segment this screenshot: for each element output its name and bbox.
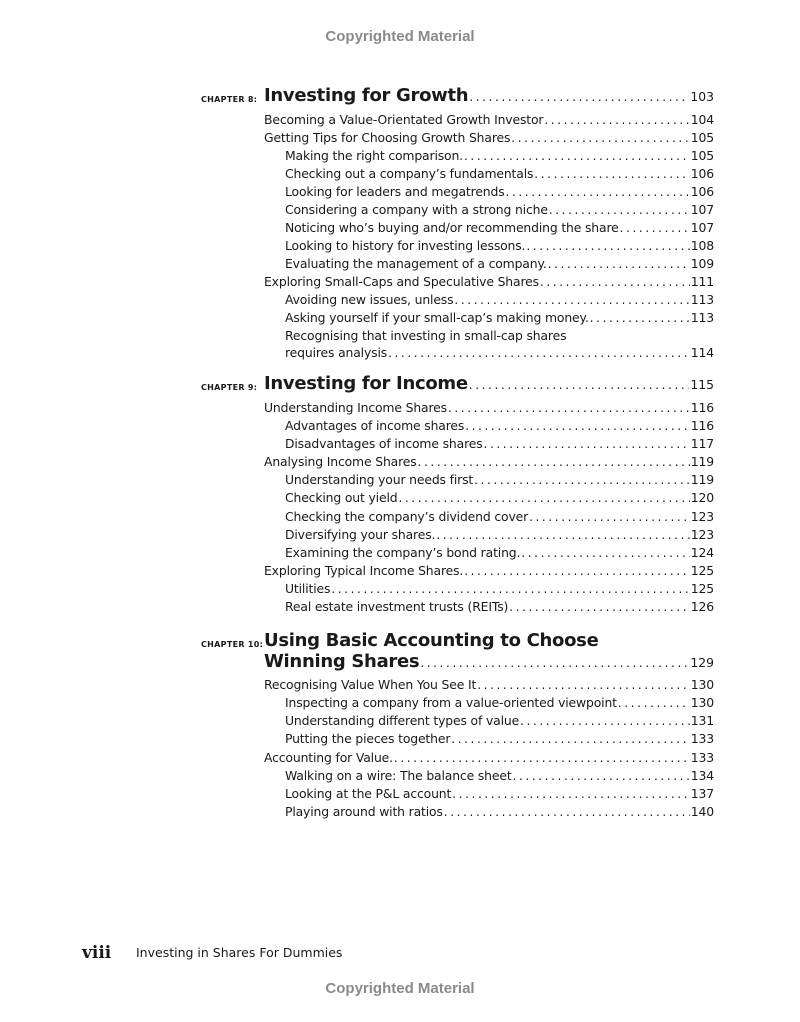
toc-entry[interactable]	[285, 768, 714, 783]
leader-dots	[529, 510, 690, 524]
entry-text: Exploring Typical Income Shares.	[264, 563, 464, 578]
leader-dots	[477, 678, 690, 692]
toc-entry[interactable]	[285, 202, 714, 217]
entry-text: Putting the pieces together	[285, 731, 451, 746]
toc-entry[interactable]	[285, 184, 714, 199]
leader-dots	[509, 600, 690, 614]
leader-dots	[590, 311, 690, 325]
entry-text: Making the right comparison.	[285, 148, 463, 163]
entry-text: requires analysis	[285, 345, 388, 360]
toc-entry[interactable]	[285, 731, 714, 746]
entry-text: Understanding Income Shares	[264, 400, 447, 415]
entry-text: Inspecting a company from a value-oriented viewpoint	[285, 695, 617, 710]
page-number: 106	[690, 184, 714, 199]
page-number: 116	[690, 400, 714, 415]
leader-dots	[388, 346, 690, 360]
entry-text: Noticing who’s buying and/or recommending the share	[285, 220, 619, 235]
toc-entry-line1[interactable]	[285, 328, 714, 343]
page-number: 137	[690, 786, 714, 801]
toc-entry[interactable]	[264, 130, 714, 145]
entry-text: Avoiding new issues, unless	[285, 292, 454, 307]
leader-dots	[511, 131, 690, 145]
footer-page-number: viii	[82, 943, 112, 963]
leader-dots	[618, 696, 690, 710]
page-number: 130	[690, 695, 714, 710]
entry-text: Asking yourself if your small-cap’s making money.	[285, 310, 589, 325]
footer-book-title: Investing in Shares For Dummies	[136, 945, 343, 960]
leader-dots	[544, 113, 689, 127]
toc-entry[interactable]	[285, 527, 714, 542]
page-number: 131	[690, 713, 714, 728]
copyright-watermark-bottom: Copyrighted Material	[325, 980, 475, 997]
leader-dots	[521, 546, 690, 560]
leader-dots	[474, 473, 690, 487]
page-number: 107	[690, 202, 714, 217]
toc-entry[interactable]	[285, 599, 714, 614]
page-number: 133	[690, 750, 714, 765]
page-number: 108	[690, 238, 714, 253]
toc-entry[interactable]	[285, 220, 714, 235]
entry-text: Utilities	[285, 581, 331, 596]
toc-entry-line2[interactable]	[285, 345, 714, 360]
toc-entry[interactable]	[285, 256, 714, 271]
toc-entry[interactable]	[285, 786, 714, 801]
entry-text: Disadvantages of income shares	[285, 436, 483, 451]
chapter-label: CHAPTER 8:	[201, 95, 258, 104]
page-number: 119	[690, 454, 714, 469]
toc-entry[interactable]	[285, 238, 714, 253]
entry-text: Recognising Value When You See It	[264, 677, 477, 692]
page-number: 111	[690, 274, 714, 289]
entry-text: Real estate investment trusts (REITs)	[285, 599, 509, 614]
chapter-title: Investing for Income	[264, 373, 468, 394]
page-number: 113	[690, 292, 714, 307]
chapter-title: Investing for Growth	[264, 85, 469, 106]
page-number: 103	[690, 89, 714, 104]
page-number: 140	[690, 804, 714, 819]
leader-dots	[452, 787, 690, 801]
toc-entry[interactable]	[285, 418, 714, 433]
entry-text: Walking on a wire: The balance sheet	[285, 768, 512, 783]
entry-text: Understanding your needs first	[285, 472, 474, 487]
leader-dots	[420, 656, 689, 670]
toc-entry[interactable]	[264, 112, 714, 127]
toc-entry[interactable]	[285, 472, 714, 487]
toc-entry[interactable]	[285, 166, 714, 181]
page-number: 129	[690, 655, 714, 670]
toc-entry[interactable]	[285, 490, 714, 505]
page-number: 134	[690, 768, 714, 783]
toc-entry[interactable]	[264, 400, 714, 415]
leader-dots	[394, 751, 690, 765]
chapter-title-row[interactable]	[264, 85, 714, 106]
leader-dots	[484, 437, 690, 451]
leader-dots	[520, 714, 690, 728]
page-number: 125	[690, 563, 714, 578]
toc-entry[interactable]	[264, 563, 714, 578]
entry-text: Accounting for Value.	[264, 750, 393, 765]
leader-dots	[464, 564, 690, 578]
page-number: 125	[690, 581, 714, 596]
toc-entry[interactable]	[285, 148, 714, 163]
entry-text: Understanding different types of value	[285, 713, 520, 728]
page-number: 104	[690, 112, 714, 127]
leader-dots	[534, 167, 690, 181]
chapter-label: CHAPTER 10:	[201, 640, 264, 649]
page-number: 107	[690, 220, 714, 235]
page-number: 119	[690, 472, 714, 487]
page-number: 105	[690, 130, 714, 145]
toc-entry[interactable]	[285, 581, 714, 596]
page-number: 126	[690, 599, 714, 614]
leader-dots	[451, 732, 690, 746]
entry-text: Checking out a company’s fundamentals	[285, 166, 534, 181]
leader-dots	[331, 582, 690, 596]
page-number: 109	[690, 256, 714, 271]
leader-dots	[436, 528, 689, 542]
page-number: 123	[690, 527, 714, 542]
leader-dots	[506, 185, 690, 199]
page-number: 117	[690, 436, 714, 451]
entry-text: Analysing Income Shares	[264, 454, 417, 469]
chapter-label: CHAPTER 9:	[201, 383, 258, 392]
entry-text: Getting Tips for Choosing Growth Shares	[264, 130, 511, 145]
chapter-title-line2: Winning Shares	[264, 651, 420, 672]
leader-dots	[620, 221, 690, 235]
toc-entry[interactable]	[264, 677, 714, 692]
page-number: 106	[690, 166, 714, 181]
entry-text: Exploring Small-Caps and Speculative Shares	[264, 274, 539, 289]
leader-dots	[526, 239, 689, 253]
leader-dots	[469, 90, 689, 104]
entry-text: Considering a company with a strong niche	[285, 202, 548, 217]
chapter-title-row[interactable]	[264, 651, 714, 672]
entry-text: Looking at the P&L account	[285, 786, 452, 801]
toc-entry[interactable]	[285, 545, 714, 560]
toc-entry[interactable]	[285, 292, 714, 307]
entry-text: Recognising that investing in small-cap shares	[285, 328, 567, 343]
toc-entry[interactable]	[285, 713, 714, 728]
leader-dots	[469, 378, 690, 392]
entry-text: Looking to history for investing lessons.	[285, 238, 526, 253]
entry-text: Diversifying your shares.	[285, 527, 436, 542]
entry-text: Playing around with ratios	[285, 804, 443, 819]
leader-dots	[398, 491, 689, 505]
leader-dots	[418, 455, 690, 469]
entry-text: Evaluating the management of a company.	[285, 256, 547, 271]
leader-dots	[549, 203, 690, 217]
page-number: 115	[690, 377, 714, 392]
leader-dots	[513, 769, 690, 783]
toc-entry[interactable]	[285, 509, 714, 524]
page-number: 116	[690, 418, 714, 433]
toc-entry[interactable]	[285, 695, 714, 710]
toc-entry[interactable]	[264, 274, 714, 289]
leader-dots	[448, 401, 690, 415]
leader-dots	[444, 805, 690, 819]
page-number: 133	[690, 731, 714, 746]
toc-entry[interactable]	[285, 436, 714, 451]
page-number: 120	[690, 490, 714, 505]
toc-entry[interactable]	[285, 804, 714, 819]
entry-text: Looking for leaders and megatrends	[285, 184, 505, 199]
page-number: 123	[690, 509, 714, 524]
leader-dots	[548, 257, 690, 271]
entry-text: Advantages of income shares	[285, 418, 465, 433]
entry-text: Becoming a Value-Orientated Growth Investor	[264, 112, 544, 127]
leader-dots	[465, 419, 690, 433]
leader-dots	[454, 293, 689, 307]
chapter-title-line1[interactable]: Using Basic Accounting to Choose	[264, 630, 599, 651]
toc-entry[interactable]	[264, 454, 714, 469]
entry-text: Checking out yield	[285, 490, 398, 505]
entry-text: Checking the company’s dividend cover	[285, 509, 529, 524]
entry-text: Examining the company’s bond rating.	[285, 545, 521, 560]
page-number: 105	[690, 148, 714, 163]
chapter-title-row[interactable]	[264, 373, 714, 394]
page-number: 114	[690, 345, 714, 360]
leader-dots	[464, 149, 690, 163]
page-number: 113	[690, 310, 714, 325]
page-number: 130	[690, 677, 714, 692]
toc-entry[interactable]	[285, 310, 714, 325]
page-number: 124	[690, 545, 714, 560]
copyright-watermark-top: Copyrighted Material	[325, 28, 475, 45]
toc-entry[interactable]	[264, 750, 714, 765]
leader-dots	[540, 275, 690, 289]
